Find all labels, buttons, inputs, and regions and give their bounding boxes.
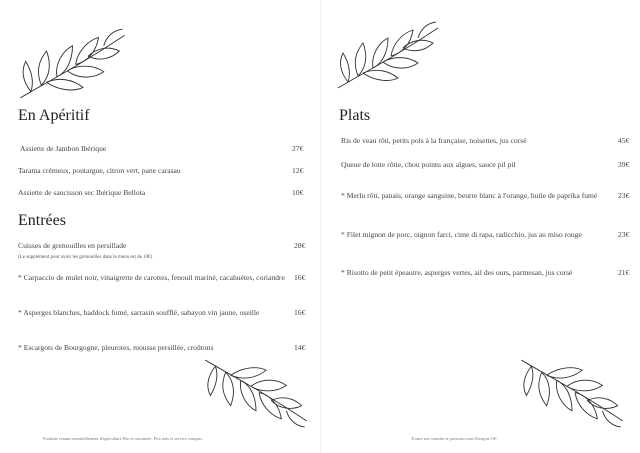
item-price: 16€ (294, 308, 306, 317)
item-name: * Carpaccio de mulet noir, vinaigrette de carottes, fenouil mariné, cacahuètes, coriandre (18, 273, 285, 282)
item-name: Assiette de Jambon Ibérique (20, 144, 107, 153)
item-name: * Escargots de Bourgogne, pleurotes, mousse persillée, croûtons (18, 343, 214, 352)
item-price: 12€ (292, 166, 304, 175)
item-price: 27€ (292, 144, 304, 153)
leaf-branch-illustration (15, 25, 130, 103)
section-title-plats: Plats (339, 107, 371, 124)
menu-item (18, 188, 305, 199)
item-name: * Risotto de petit épeautre, asperges vertes, ail des ours, parmesan, jus corsé (341, 268, 573, 277)
item-price: 45€ (618, 136, 630, 145)
menu-item (18, 273, 306, 284)
menu-item (341, 191, 630, 202)
item-name: Tarama crémeux, poutargue, citron vert, pane carasau (18, 166, 181, 175)
section-title-aperitif: En Apéritif (18, 107, 90, 124)
item-name: * Asperges blanches, haddock fumé, sarrasin soufflé, sabayon vin jaune, oseille (18, 308, 260, 317)
item-note: (Le supplément pour avoir les grenouilles dans le menu est de 10€) (18, 254, 153, 260)
item-price: 10€ (292, 188, 304, 197)
leaf-branch-illustration (333, 18, 443, 93)
item-name: * Filet mignon de porc, oignon farci, cime di rapa, radicchio, jus au miso rouge (341, 230, 582, 239)
footer-note: Produits venant essentiellement d'agriculture Bio et raisonnée. Prix nets et service compris (43, 436, 203, 441)
item-price: 23€ (618, 230, 630, 239)
footer-note: Toutes nos viandes et poissons sont d'origine UE (411, 436, 497, 441)
menu-item (18, 166, 305, 177)
item-price: 21€ (618, 268, 630, 277)
item-name: Assiette de saucisson sec Ibérique Bellota (18, 188, 146, 197)
right-menu-page (320, 0, 640, 453)
leaf-branch-illustration (516, 355, 628, 431)
item-name: Queue de lotte rôtie, chou pointu aux algues, sauce pil pil (341, 160, 516, 169)
menu-item (18, 241, 306, 263)
menu-item (18, 308, 306, 319)
item-price: 28€ (294, 241, 306, 250)
item-price: 39€ (618, 160, 630, 169)
leaf-branch-illustration (200, 355, 312, 431)
menu-item (341, 136, 631, 147)
item-name: * Merlu rôti, panais, orange sanguine, beurre blanc à l'orange, huile de paprika fumé (341, 191, 598, 200)
item-price: 23€ (618, 191, 630, 200)
item-name: Ris de veau rôti, petits pois à la française, noisettes, jus corsé (341, 136, 527, 145)
section-title-entrees: Entrées (18, 212, 66, 229)
menu-item (341, 160, 631, 171)
item-name: Cuisses de grenouilles en persillade (18, 241, 127, 250)
menu-item (18, 343, 306, 354)
menu-item (341, 268, 630, 279)
item-price: 14€ (294, 343, 306, 352)
item-price: 16€ (294, 273, 306, 282)
menu-item (20, 144, 305, 155)
menu-item (341, 230, 630, 241)
